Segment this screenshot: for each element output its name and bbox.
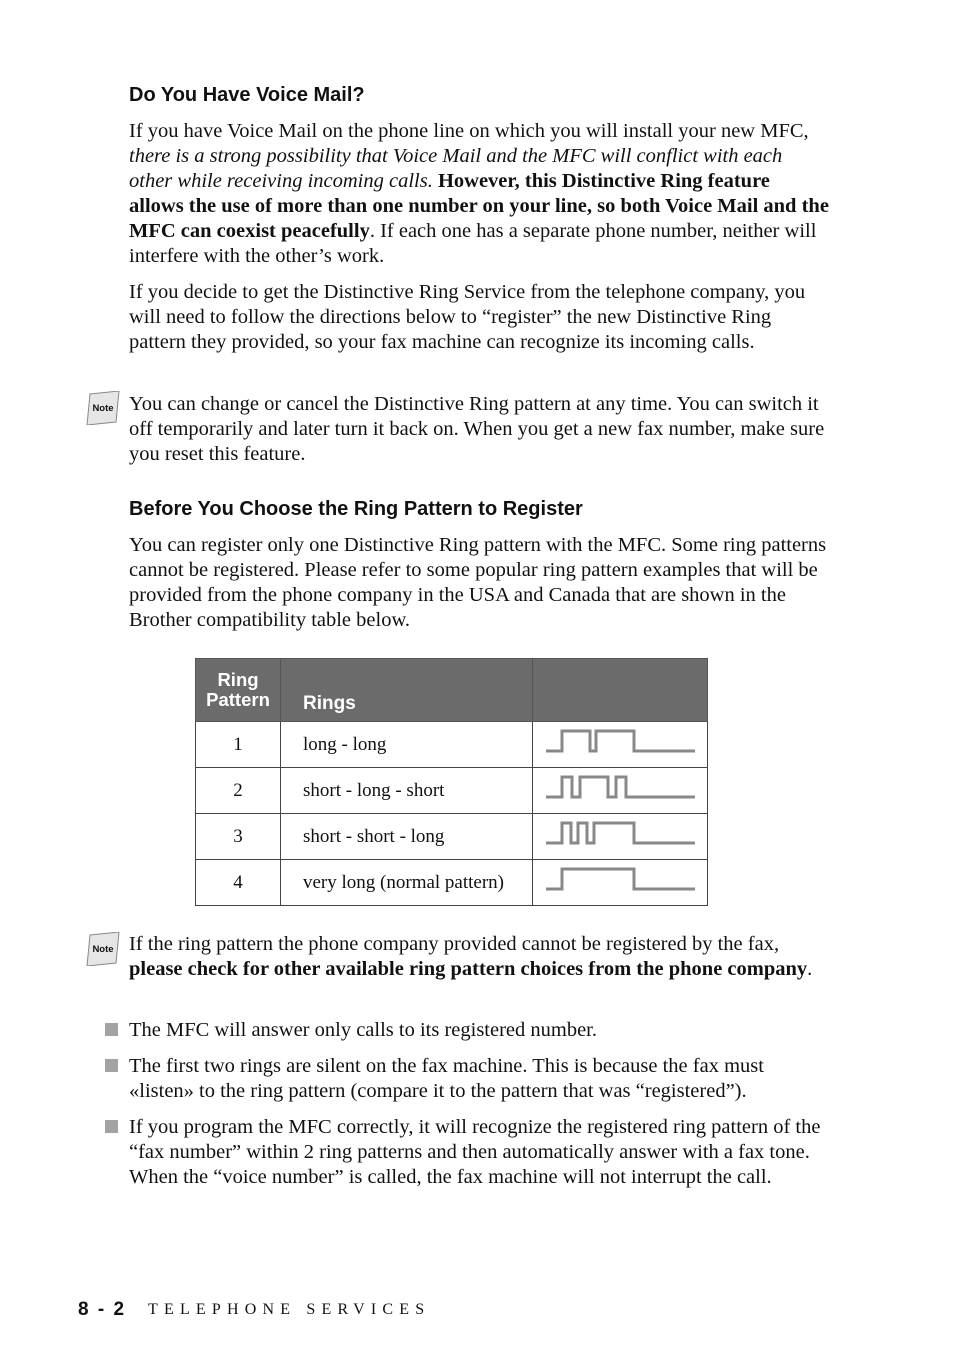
voice-mail-paragraph <box>129 119 829 269</box>
distinctive-ring-paragraph: If you decide to get the Distinctive Ring Service from the telephone company, you will need to follow the directions below to “register” the new Distinctive Ring pattern they provided, so your fax machine can recognize its incoming calls. <box>129 281 806 353</box>
section-heading-voice-mail: Do You Have Voice Mail? <box>129 84 365 106</box>
waveform-short-short-long-icon <box>540 819 700 849</box>
table-row <box>196 860 708 906</box>
table-row <box>196 722 708 768</box>
waveform-cell <box>533 722 708 768</box>
ring-pattern-table <box>195 658 708 906</box>
note2-paragraph <box>129 932 829 982</box>
page-number: 8 - 2 <box>78 1299 127 1320</box>
note-icon-label: Note <box>92 403 114 414</box>
waveform-cell <box>533 814 708 860</box>
bullet-square-icon <box>105 1023 118 1036</box>
pattern-number: 2 <box>196 768 281 814</box>
section-heading-ring-pattern: Before You Choose the Ring Pattern to Register <box>129 498 583 520</box>
bullet-item: The MFC will answer only calls to its registered number. <box>129 1019 598 1041</box>
table-header-row <box>196 659 708 722</box>
waveform-very-long-icon <box>540 865 700 895</box>
header-ring-pattern <box>196 659 281 722</box>
text-run: If the ring pattern the phone company provided cannot be registered by the fax, <box>129 933 780 955</box>
pattern-rings: long - long <box>281 722 533 768</box>
bullet-square-icon <box>105 1120 118 1133</box>
waveform-cell <box>533 768 708 814</box>
bullet-item: The first two rings are silent on the fax machine. This is because the fax must «listen» to the ring pattern (compare it to the pattern that was “registered”). <box>129 1055 764 1102</box>
header-waveform <box>533 659 708 722</box>
table-row <box>196 768 708 814</box>
note-icon-label: Note <box>92 944 114 955</box>
note-icon <box>86 932 120 966</box>
pattern-rings: very long (normal pattern) <box>281 860 533 906</box>
header-rings: Rings <box>281 659 533 722</box>
note-paragraph: You can change or cancel the Distinctive Ring pattern at any time. You can switch it off temporarily and later turn it back on. When you get a new fax number, make sure you reset this feature. <box>129 393 825 465</box>
register-paragraph: You can register only one Distinctive Ring pattern with the MFC. Some ring patterns cannot be registered. Please refer to some popular ring pattern examples that will be provided from the phone company in the USA and Canada that are shown in the Brother compatibility table below. <box>129 534 827 631</box>
pattern-rings: short - short - long <box>281 814 533 860</box>
header-ring-line2: Pattern <box>206 689 270 710</box>
waveform-short-long-short-icon <box>540 773 700 803</box>
chapter-title: TELEPHONE SERVICES <box>148 1301 431 1318</box>
pattern-number: 1 <box>196 722 281 768</box>
bullet-item: If you program the MFC correctly, it will recognize the registered ring pattern of the “fax number” within 2 ring patterns and then automatically answer with a fax tone. When the “voice number” is called, the fax machine will not interrupt the call. <box>129 1116 821 1188</box>
waveform-long-long-icon <box>540 727 700 757</box>
italic-text-run: there is a strong possibility that Voice Mail and the MFC will conflict with each other while receiving incoming calls. <box>129 145 783 192</box>
pattern-number: 3 <box>196 814 281 860</box>
pattern-rings: short - long - short <box>281 768 533 814</box>
table-row <box>196 814 708 860</box>
bullet-square-icon <box>105 1059 118 1072</box>
text-run: . <box>807 958 813 980</box>
note-icon <box>86 391 120 425</box>
header-ring-line1: Ring <box>217 669 259 690</box>
pattern-number: 4 <box>196 860 281 906</box>
bold-text-run: please check for other available ring pattern choices from the phone company <box>129 958 808 980</box>
text-run: If you have Voice Mail on the phone line on which you will install your new MFC, <box>129 120 809 142</box>
bold-text-run: However, this Distinctive Ring feature allows the use of more than one number on your line, so both Voice Mail and the MFC can coexist peacefully <box>129 170 829 242</box>
waveform-cell <box>533 860 708 906</box>
text-run: . If each one has a separate phone number, neither will interfere with the other’s work. <box>129 220 817 267</box>
